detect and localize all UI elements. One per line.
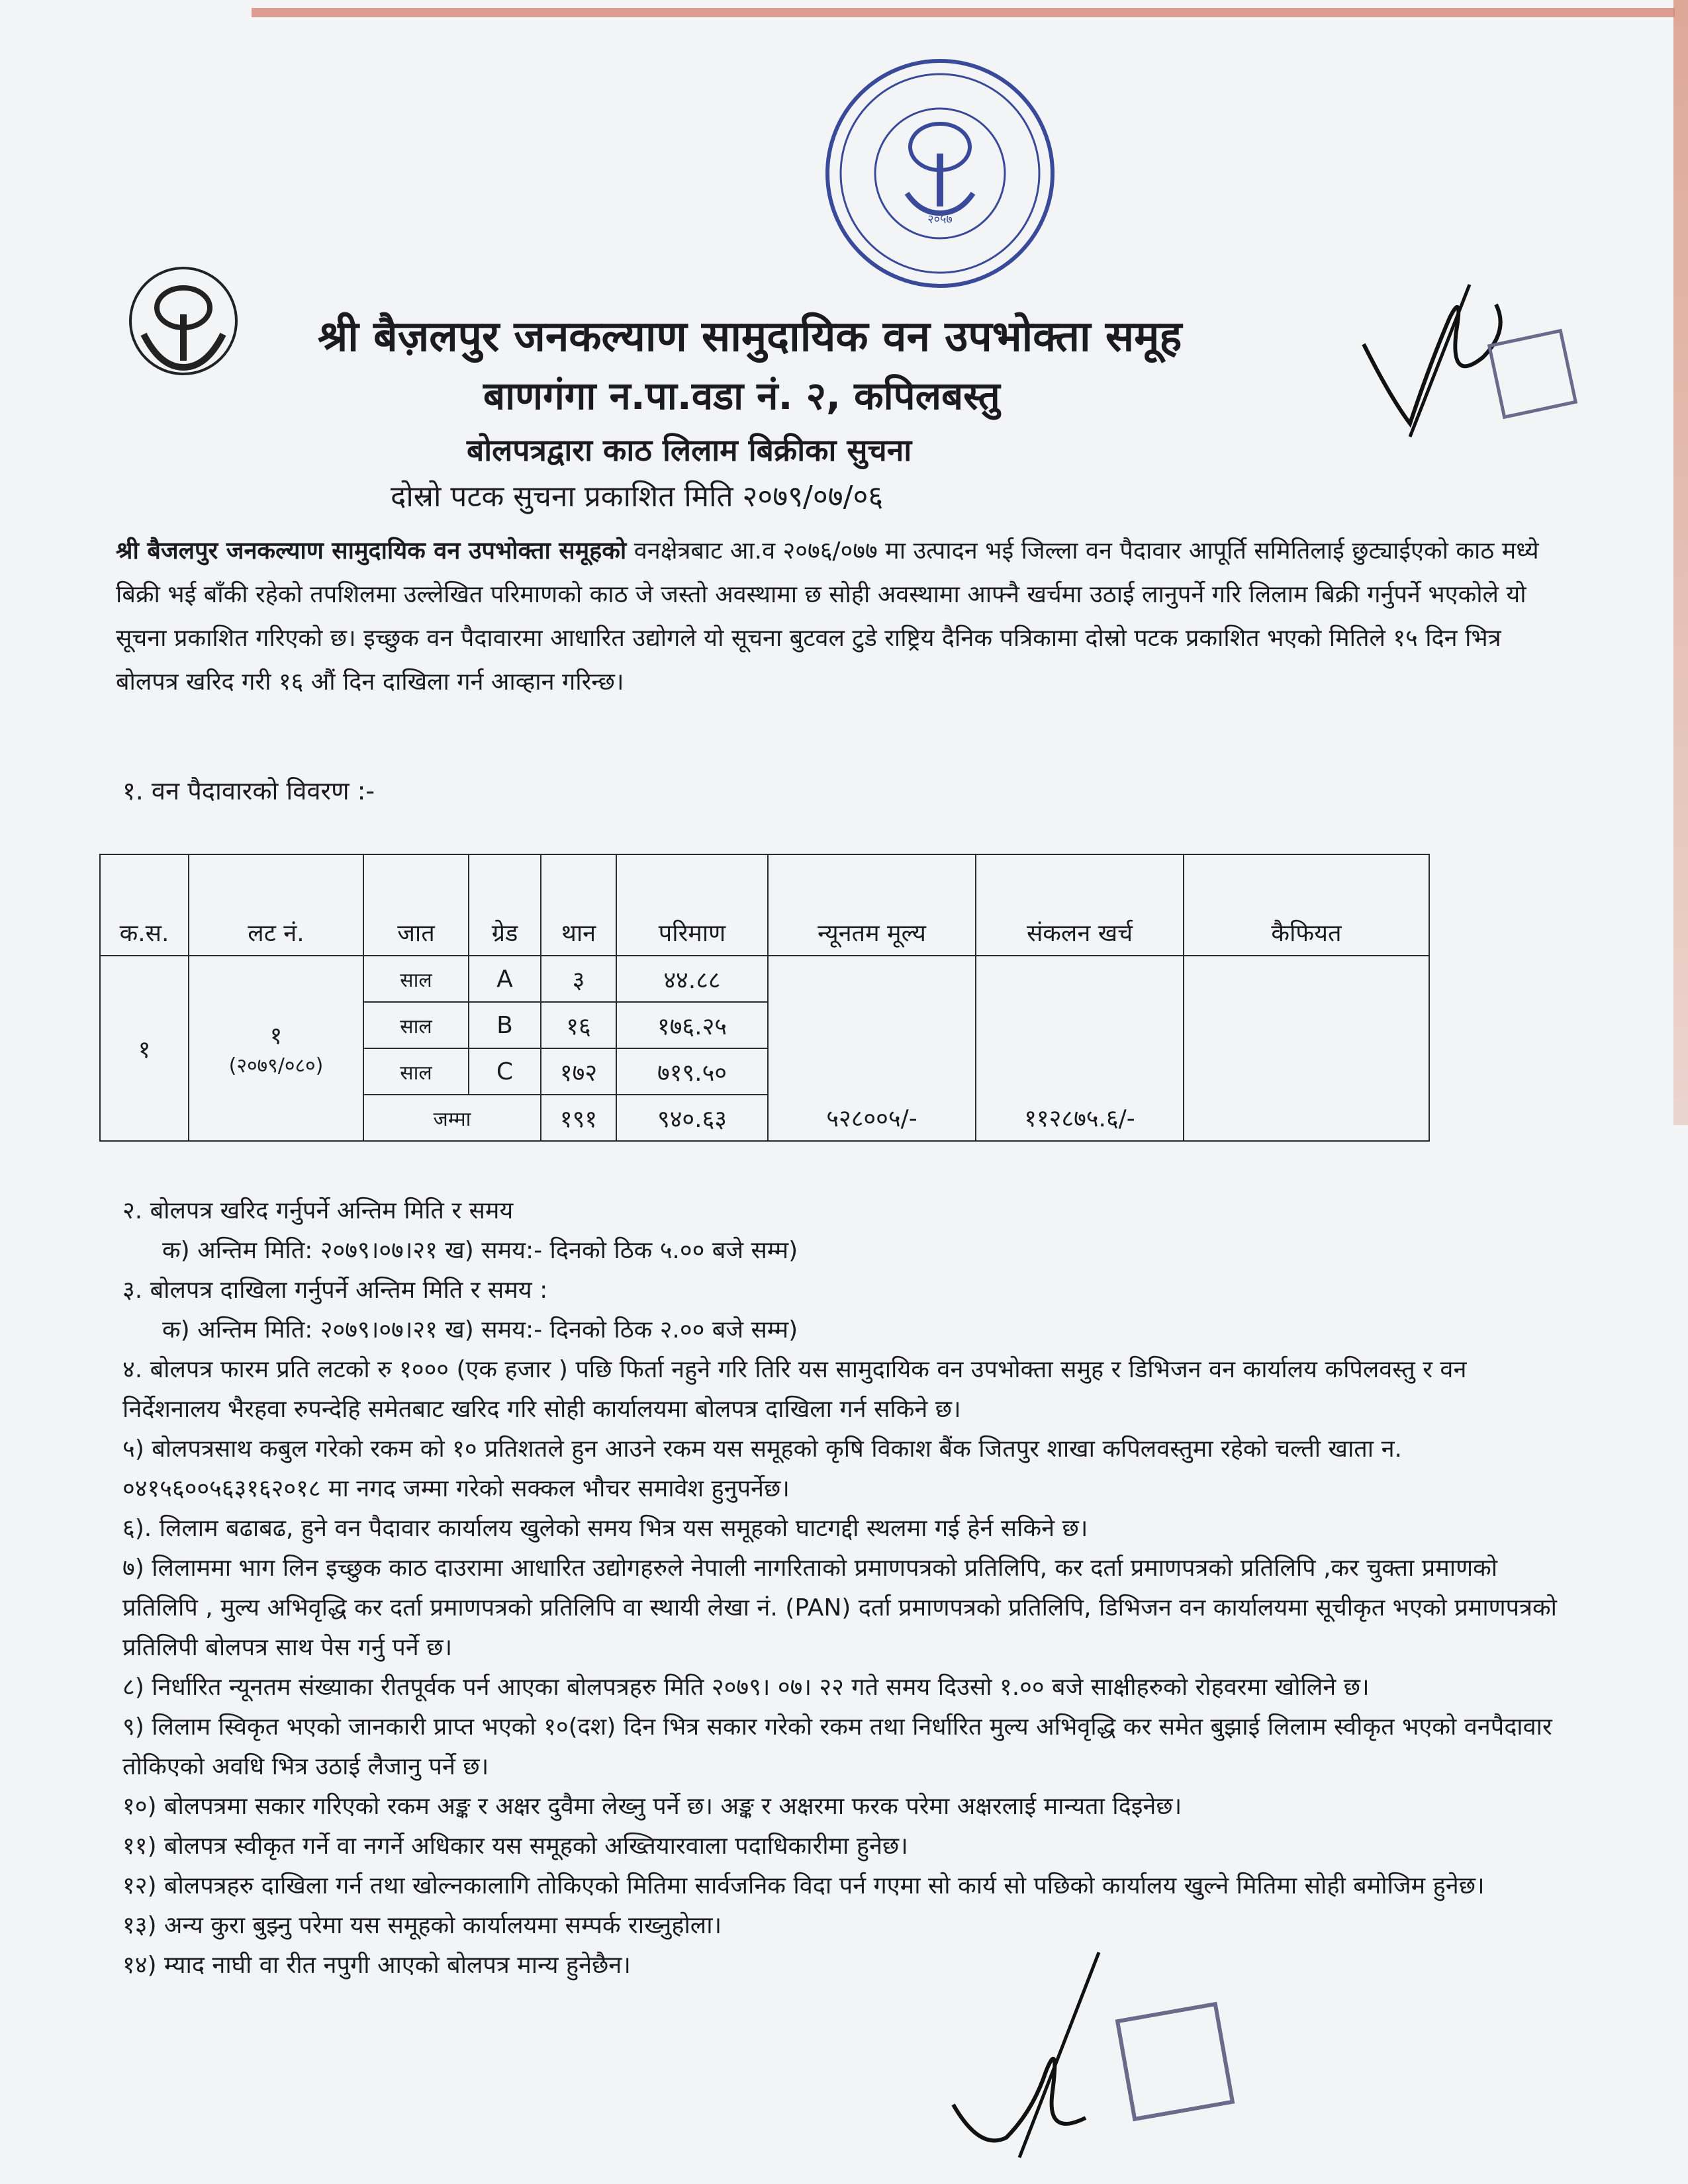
- term-item: ११) बोलपत्र स्वीकृत गर्ने वा नगर्ने अधिकार यस समूहको अख्तियारवाला पदाधिकारीमा हुनेछ।: [122, 1833, 908, 1860]
- col-remarks: कैफियत: [1184, 854, 1429, 956]
- signature-top: [1350, 265, 1589, 450]
- cell-min-price: ५२८००५/-: [768, 956, 976, 1141]
- notice-terms: [122, 1191, 1566, 1985]
- term-item: ३. बोलपत्र दाखिला गर्नुपर्ने अन्तिम मिति र समय :: [122, 1277, 548, 1304]
- term-item: १४) म्याद नाघी वा रीत नपुगी आएको बोलपत्र मान्य हुनेछैन।: [122, 1952, 631, 1979]
- col-quantity: परिमाण: [616, 854, 768, 956]
- cell-sn: १: [100, 956, 189, 1141]
- cell-remarks: [1184, 956, 1429, 1141]
- cell-quantity: ४४.८८: [616, 956, 768, 1002]
- col-grade: ग्रेड: [469, 854, 541, 956]
- col-species: जात: [363, 854, 469, 956]
- col-min-price: न्यूनतम मूल्य: [768, 854, 976, 956]
- col-collection-cost: संकलन खर्च: [976, 854, 1184, 956]
- term-item: क) अन्तिम मिति: २०७९।०७।२१ ख) समय:- दिनको ठिक २.०० बजे सम्म): [162, 1316, 798, 1343]
- forest-product-table: [99, 854, 1430, 1142]
- term-item: क) अन्तिम मिति: २०७९।०७।२१ ख) समय:- दिनको ठिक ५.०० बजे सम्म): [162, 1237, 798, 1264]
- cell-grade: A: [469, 956, 541, 1002]
- cell-total-label: जम्मा: [363, 1095, 541, 1141]
- intro-paragraph: [116, 529, 1569, 704]
- col-sn: क.स.: [100, 854, 189, 956]
- table-header-row: [100, 854, 1429, 956]
- term-item: ४. बोलपत्र फारम प्रति लटको रु १००० (एक हजार ) पछि फिर्ता नहुने गरि तिरि यस सामुदायिक वन उपभोक्ता समुह र डिभिजन वन कार्यालय कपिलवस्तु र वन निर्देशनालय भैरहवा रुपन्देहि समेतबाट खरिद गरि सोही कार्यालयमा बोलपत्र दाखिला गर्न सकिने छ।: [122, 1356, 1467, 1423]
- cell-lot-number: १: [269, 1023, 283, 1050]
- publication-date-line: दोस्रो पटक सुचना प्रकाशित मिति २०७९/०७/०६: [391, 480, 884, 514]
- cell-grade: B: [469, 1002, 541, 1048]
- section-forest-products: १. वन पैदावारको विवरण :-: [122, 776, 375, 805]
- cell-collection-cost: ११२८७५.६/-: [976, 956, 1184, 1141]
- term-item: १०) बोलपत्रमा सकार गरिएको रकम अङ्क र अक्षर दुवैमा लेख्नु पर्ने छ। अङ्क र अक्षरमा फरक परेमा अक्षरलाई मान्यता दिइनेछ।: [122, 1793, 1182, 1820]
- term-item: १२) बोलपत्रहरु दाखिला गर्न तथा खोल्नकालागि तोकिएको मितिमा सार्वजनिक विदा पर्न गएमा सो कार्य सो पछिको कार्यालय खुल्ने मितिमा सोही बमोजिम हुनेछ।: [122, 1872, 1485, 1899]
- term-item: ९) लिलाम स्विकृत भएको जानकारी प्राप्त भएको १०(दश) दिन भित्र सकार गरेको रकम तथा निर्धारित मुल्य अभिवृद्धि कर समेत बुझाई लिलाम स्वीकृत भएको वनपैदावार तोकिएको अवधि भित्र उठाई लैजानु पर्ने छ।: [122, 1713, 1552, 1780]
- organization-logo: [114, 261, 253, 381]
- community-seal: [821, 54, 1059, 293]
- cell-quantity: १७६.२५: [616, 1002, 768, 1048]
- notice-subtitle: बोलपत्रद्वारा काठ लिलाम बिक्रीका सुचना: [467, 432, 912, 468]
- cell-grade: C: [469, 1048, 541, 1095]
- col-pieces: थान: [541, 854, 616, 956]
- cell-lot-year: (२०७९/०८०): [228, 1054, 324, 1077]
- seal-year: २०५७: [927, 212, 953, 226]
- cell-species: साल: [363, 956, 469, 1002]
- paper-edge: [252, 8, 1675, 17]
- cell-species: साल: [363, 1002, 469, 1048]
- intro-text: वनक्षेत्रबाट आ.व २०७६/०७७ मा उत्पादन भई जिल्ला वन पैदावार आपूर्ति समितिलाई छुट्याईएको काठ मध्ये बिक्री भई बाँकी रहेको तपशिलमा उल्लेखित परिमाणको काठ जे जस्तो अवस्थामा छ सोही अवस्थामा आफ्नै खर्चमा उठाई लानुपर्ने गरि लिलाम बिक्री गर्नुपर्ने भएकोले यो सूचना प्रकाशित गरिएको छ। इच्छुक वन पैदावारमा आधारित उद्योगले यो सूचना बुटवल टुडे राष्ट्रिय दैनिक पत्रिकामा दोस्रो पटक प्रकाशित भएको मितिले १५ दिन भित्र बोलपत्र खरिद गरी १६ औं दिन दाखिला गर्न आव्हान गरिन्छ।: [116, 537, 1539, 696]
- term-item: १३) अन्य कुरा बुझ्नु परेमा यस समूहको कार्यालयमा सम्पर्क राख्नुहोला।: [122, 1912, 722, 1939]
- term-item: ५) बोलपत्रसाथ कबुल गरेको रकम को १० प्रतिशतले हुन आउने रकम यस समूहको कृषि विकाश बैंक जितपुर शाखा कपिलवस्तुमा रहेको चल्ती खाता न. ०४१५६००५६३१६२०१८ मा नगद जम्मा गरेको सक्कल भौचर समावेश हुनुपर्नेछ।: [122, 1435, 1402, 1502]
- cell-lot: [189, 956, 363, 1141]
- col-lot: लट नं.: [189, 854, 363, 956]
- term-item: ८) निर्धारित न्यूनतम संख्याका रीतपूर्वक पर्न आएका बोलपत्रहरु मिति २०७९। ०७। २२ गते समय दिउसो १.०० बजे साक्षीहरुको रोहवरमा खोलिने छ।: [122, 1674, 1370, 1701]
- cell-species: साल: [363, 1048, 469, 1095]
- cell-total-quantity: ९४०.६३: [616, 1095, 768, 1141]
- paper-edge-right: [1673, 0, 1688, 1125]
- organization-address: बाणगंगा न.पा.वडा नं. २, कपिलबस्तु: [483, 373, 1000, 418]
- cell-quantity: ७१९.५०: [616, 1048, 768, 1095]
- term-item: ७) लिलाममा भाग लिन इच्छुक काठ दाउरामा आधारित उद्योगहरुले नेपाली नागरिताको प्रमाणपत्रको प्रतिलिपि, कर दर्ता प्रमाणपत्रको प्रतिलिपि ,कर चुक्ता प्रमाणको प्रतिलिपि , मुल्य अभिवृद्धि कर दर्ता प्रमाणपत्रको प्रतिलिपि वा स्थायी लेखा नं. (PAN) दर्ता प्रमाणपत्रको प्रतिलिपि, डिभिजन वन कार्यालयमा सूचीकृत भएको प्रमाणपत्रको प्रतिलिपी बोलपत्र साथ पेस गर्नु पर्ने छ।: [122, 1555, 1557, 1661]
- cell-total-pieces: १९१: [541, 1095, 616, 1141]
- cell-pieces: १६: [541, 1002, 616, 1048]
- signature-bottom: [940, 1939, 1311, 2164]
- cell-pieces: १७२: [541, 1048, 616, 1095]
- cell-pieces: ३: [541, 956, 616, 1002]
- term-item: २. बोलपत्र खरिद गर्नुपर्ने अन्तिम मिति र समय: [122, 1197, 514, 1224]
- term-item: ६). लिलाम बढाबढ, हुने वन पैदावार कार्यालय खुलेको समय भित्र यस समूहको घाटगद्दी स्थलमा गई हेर्न सकिने छ।: [122, 1515, 1088, 1542]
- organization-title: श्री बैज़लपुर जनकल्याण सामुदायिक वन उपभोक्ता समूह: [318, 312, 1182, 361]
- intro-organization: श्री बैजलपुर जनकल्याण सामुदायिक वन उपभोक्ता समूहको: [116, 537, 627, 565]
- table-row: [100, 956, 1429, 1002]
